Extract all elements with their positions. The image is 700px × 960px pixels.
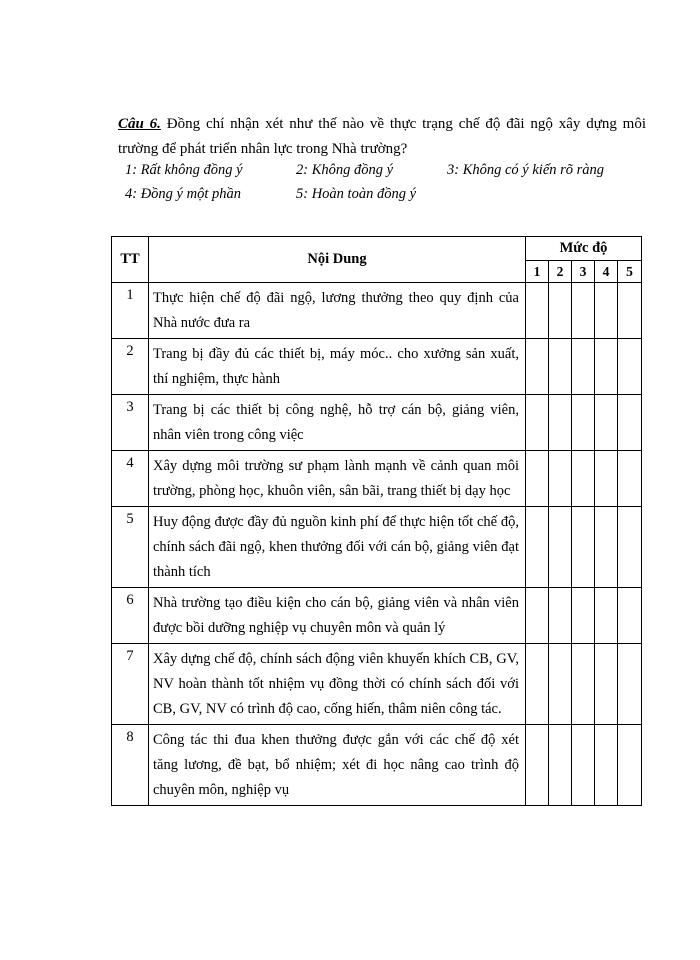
rating-cell-level-4[interactable] — [595, 644, 618, 725]
rating-cell-level-1[interactable] — [526, 588, 549, 644]
row-number: 4 — [112, 451, 149, 507]
rating-cell-level-1[interactable] — [526, 283, 549, 339]
table-row — [112, 283, 642, 339]
rating-cell-level-4[interactable] — [595, 451, 618, 507]
rating-cell-level-3[interactable] — [572, 339, 595, 395]
row-number: 1 — [112, 283, 149, 339]
scale-legend-row-2 — [125, 186, 655, 208]
table-row — [112, 395, 642, 451]
header-content: Nội Dung — [149, 237, 526, 283]
rating-cell-level-5[interactable] — [618, 451, 642, 507]
rating-cell-level-2[interactable] — [549, 339, 572, 395]
rating-cell-level-3[interactable] — [572, 451, 595, 507]
rating-cell-level-2[interactable] — [549, 644, 572, 725]
question-text: Đồng chí nhận xét như thế nào về thực trạng chế độ đãi ngộ xây dựng môi trường để phát triển nhân lực trong Nhà trường? — [118, 116, 647, 157]
rating-cell-level-1[interactable] — [526, 451, 549, 507]
rating-cell-level-1[interactable] — [526, 395, 549, 451]
rating-cell-level-1[interactable] — [526, 507, 549, 588]
rating-cell-level-3[interactable] — [572, 588, 595, 644]
header-level-4: 4 — [595, 261, 618, 283]
row-content: Nhà trường tạo điều kiện cho cán bộ, giảng viên và nhân viên được bồi dưỡng nghiệp vụ chuyên môn và quản lý — [149, 588, 526, 644]
row-number: 6 — [112, 588, 149, 644]
rating-cell-level-3[interactable] — [572, 395, 595, 451]
rating-cell-level-1[interactable] — [526, 339, 549, 395]
scale-option-1: 1: Rất không đồng ý — [125, 162, 243, 178]
rating-cell-level-2[interactable] — [549, 395, 572, 451]
row-number: 2 — [112, 339, 149, 395]
row-content: Xây dựng chế độ, chính sách động viên khuyến khích CB, GV, NV hoàn thành tốt nhiệm vụ đồng thời có chính sách đối với CB, GV, NV có trình độ cao, cống hiến, thâm niên công tác. — [149, 644, 526, 725]
table-row — [112, 339, 642, 395]
scale-option-4: 4: Đồng ý một phần — [125, 186, 241, 202]
scale-option-2: 2: Không đồng ý — [296, 162, 394, 178]
rating-cell-level-4[interactable] — [595, 507, 618, 588]
rating-cell-level-1[interactable] — [526, 725, 549, 806]
rating-cell-level-1[interactable] — [526, 644, 549, 725]
header-tt: TT — [112, 237, 149, 283]
header-level-2: 2 — [549, 261, 572, 283]
rating-cell-level-5[interactable] — [618, 588, 642, 644]
rating-cell-level-4[interactable] — [595, 395, 618, 451]
question-label: Câu 6. — [118, 116, 161, 132]
rating-cell-level-5[interactable] — [618, 339, 642, 395]
survey-table — [111, 236, 642, 806]
rating-cell-level-3[interactable] — [572, 725, 595, 806]
row-number: 3 — [112, 395, 149, 451]
rating-cell-level-2[interactable] — [549, 283, 572, 339]
header-level-3: 3 — [572, 261, 595, 283]
question-paragraph — [118, 112, 646, 162]
row-content: Xây dựng môi trường sư phạm lành mạnh về cảnh quan môi trường, phòng học, khuôn viên, sân bãi, trang thiết bị dạy học — [149, 451, 526, 507]
rating-cell-level-5[interactable] — [618, 507, 642, 588]
header-level-1: 1 — [526, 261, 549, 283]
header-level: Mức độ — [526, 237, 642, 261]
row-content: Công tác thi đua khen thưởng được gắn với các chế độ xét tăng lương, đề bạt, bổ nhiệm; xét đi học nâng cao trình độ chuyên môn, nghiệp vụ — [149, 725, 526, 806]
row-number: 7 — [112, 644, 149, 725]
rating-cell-level-5[interactable] — [618, 283, 642, 339]
scale-option-5: 5: Hoàn toàn đồng ý — [296, 186, 417, 202]
rating-cell-level-4[interactable] — [595, 339, 618, 395]
rating-cell-level-5[interactable] — [618, 395, 642, 451]
scale-legend-row-1 — [125, 162, 655, 184]
rating-cell-level-3[interactable] — [572, 644, 595, 725]
rating-cell-level-4[interactable] — [595, 725, 618, 806]
header-level-5: 5 — [618, 261, 642, 283]
rating-cell-level-2[interactable] — [549, 588, 572, 644]
table-row — [112, 725, 642, 806]
table-row — [112, 507, 642, 588]
table-row — [112, 644, 642, 725]
rating-cell-level-3[interactable] — [572, 507, 595, 588]
rating-cell-level-2[interactable] — [549, 507, 572, 588]
rating-cell-level-2[interactable] — [549, 725, 572, 806]
row-content: Thực hiện chế độ đãi ngộ, lương thưởng theo quy định của Nhà nước đưa ra — [149, 283, 526, 339]
rating-cell-level-3[interactable] — [572, 283, 595, 339]
table-row — [112, 451, 642, 507]
rating-cell-level-4[interactable] — [595, 588, 618, 644]
rating-cell-level-5[interactable] — [618, 725, 642, 806]
row-content: Huy động được đầy đủ nguồn kinh phí để thực hiện tốt chế độ, chính sách đãi ngộ, khen thưởng đối với cán bộ, giảng viên đạt thành tích — [149, 507, 526, 588]
rating-cell-level-5[interactable] — [618, 644, 642, 725]
scale-option-3: 3: Không có ý kiến rõ ràng — [447, 162, 605, 178]
row-content: Trang bị đầy đủ các thiết bị, máy móc.. cho xưởng sản xuất, thí nghiệm, thực hành — [149, 339, 526, 395]
table-row — [112, 588, 642, 644]
rating-cell-level-4[interactable] — [595, 283, 618, 339]
rating-cell-level-2[interactable] — [549, 451, 572, 507]
row-content: Trang bị các thiết bị công nghệ, hỗ trợ cán bộ, giảng viên, nhân viên trong công việc — [149, 395, 526, 451]
row-number: 5 — [112, 507, 149, 588]
row-number: 8 — [112, 725, 149, 806]
